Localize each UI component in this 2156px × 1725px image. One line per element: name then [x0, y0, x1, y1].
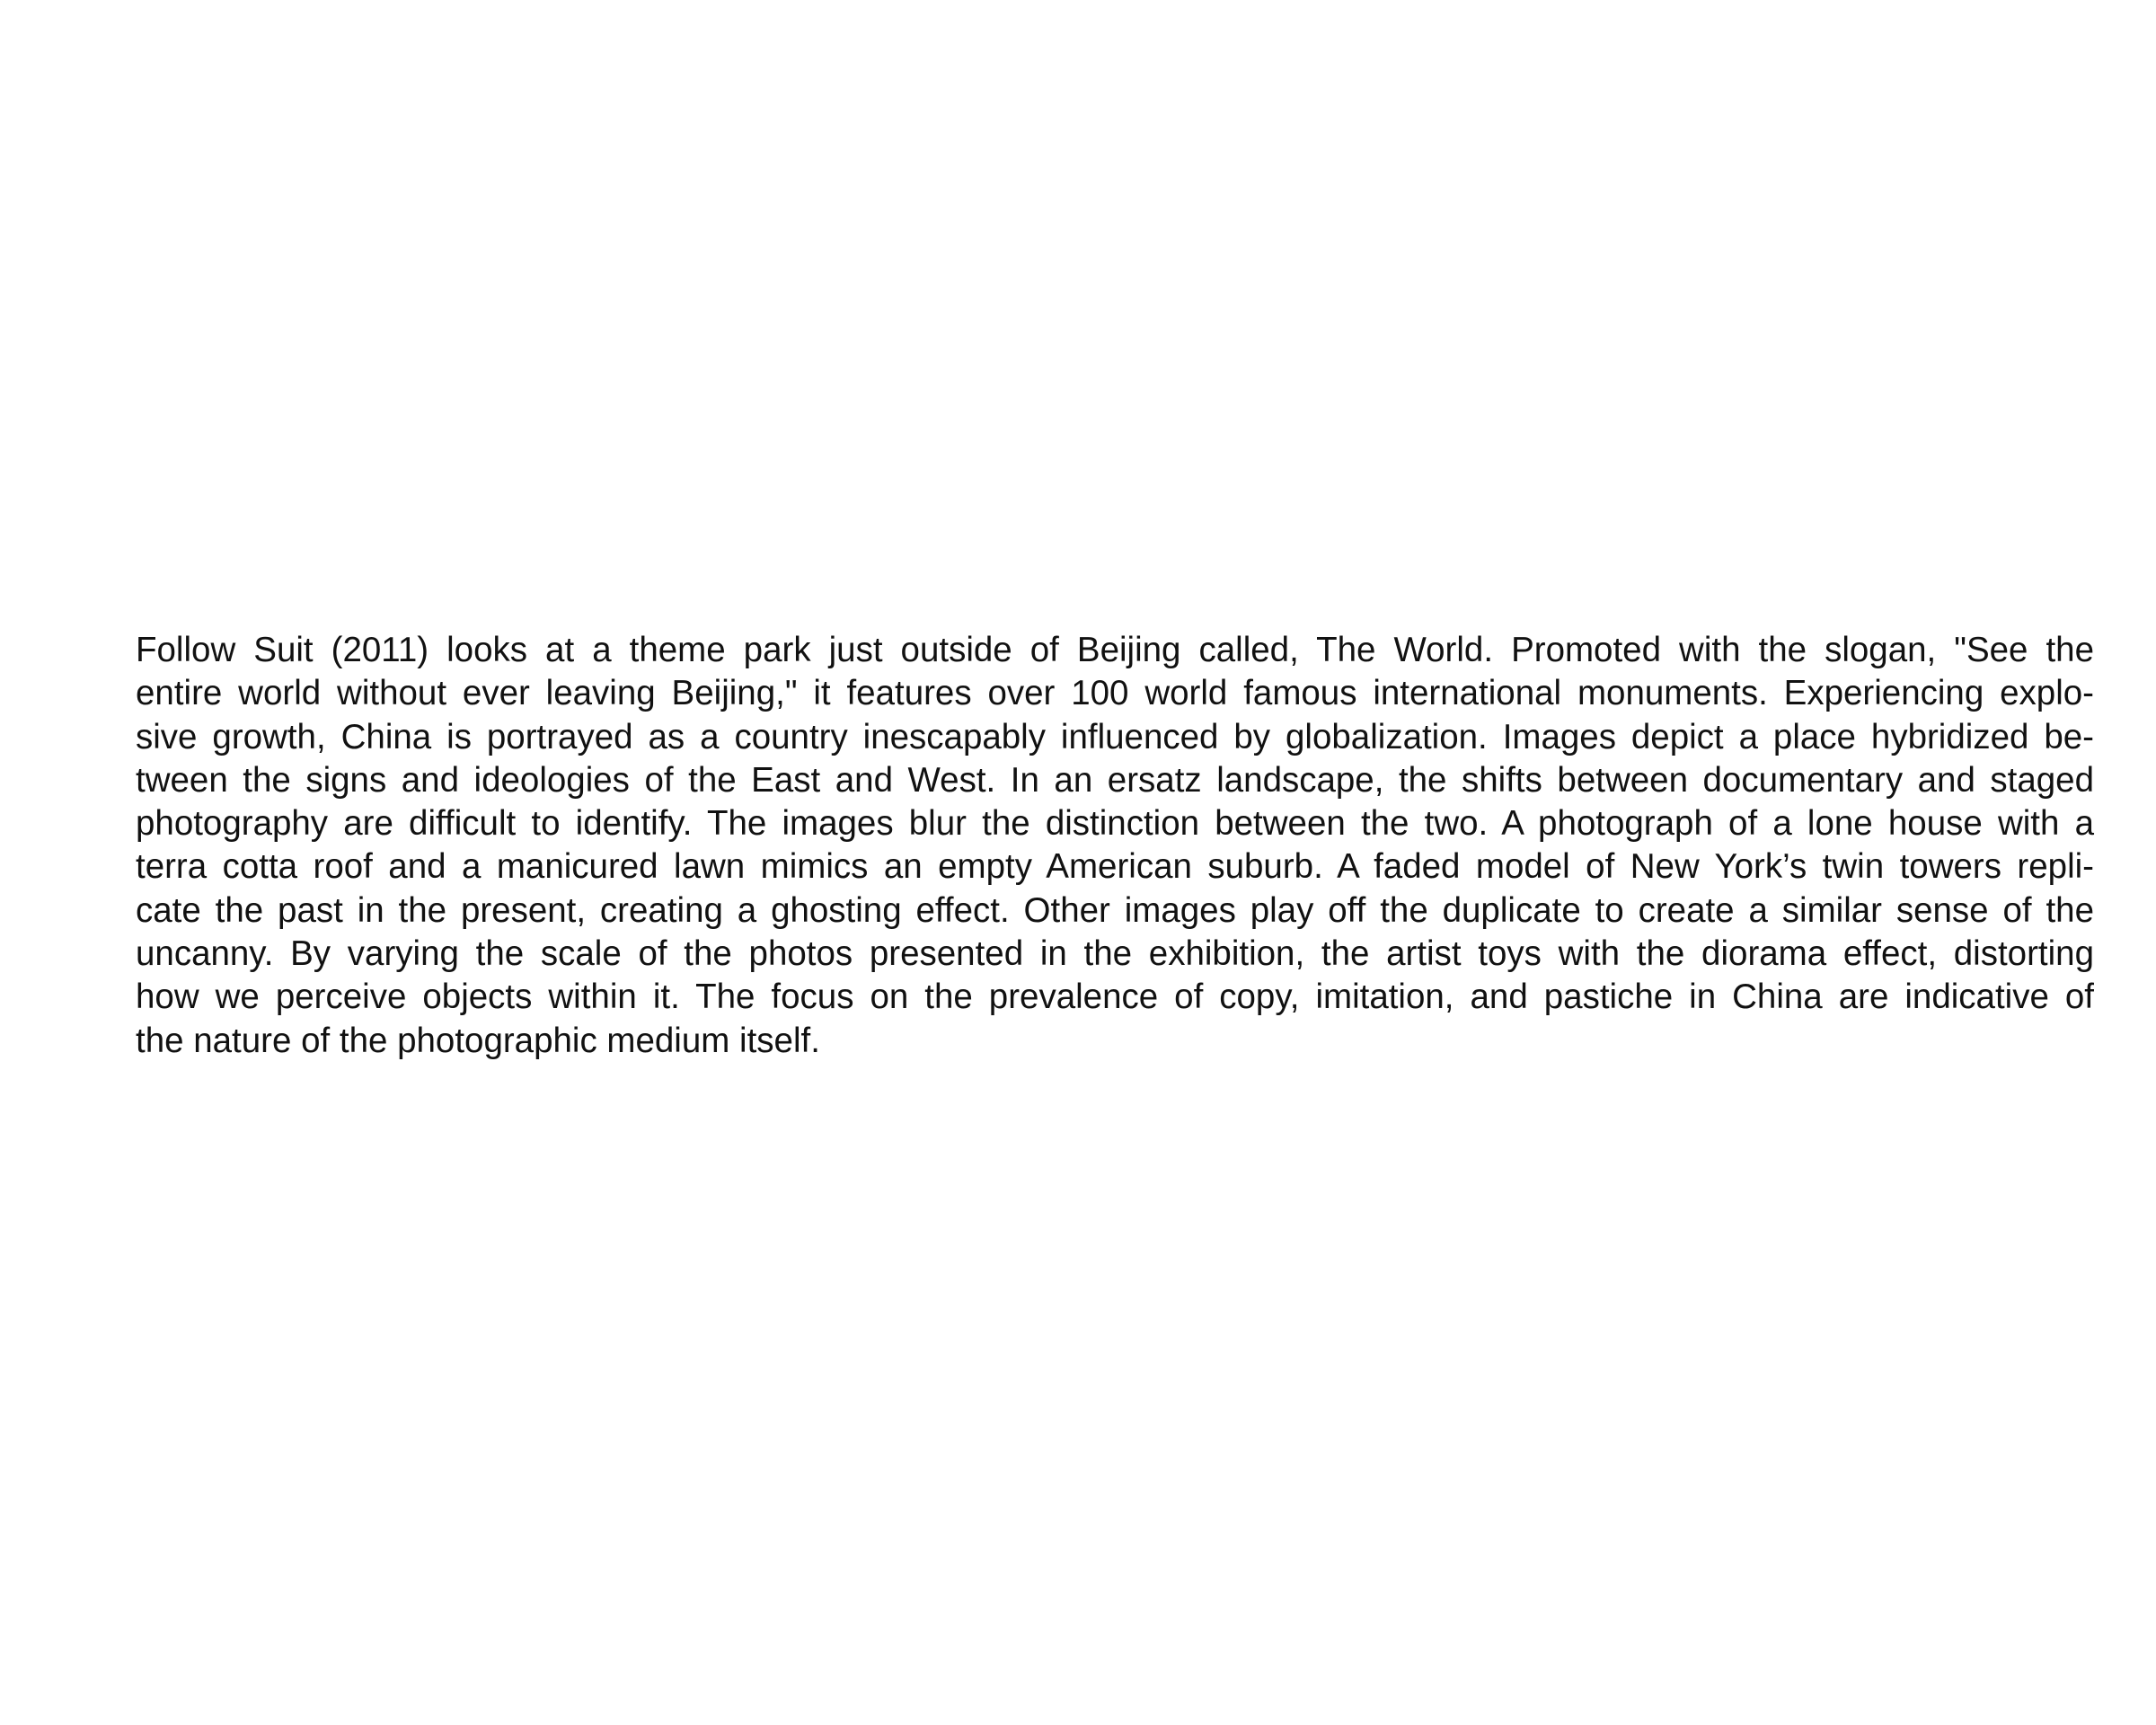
- paragraph-line-1: Follow Suit (2011) looks at a theme park just outside of Beijing called, The World. Promoted with the slogan, "See the: [136, 631, 2094, 669]
- paragraph-line-2: entire world without ever leaving Beijing," it features over 100 world famous international monuments. Experiencing explo-: [136, 674, 2094, 713]
- paragraph-line-7: cate the past in the present, creating a ghosting effect. Other images play off the duplicate to create a similar sense of the: [136, 890, 2094, 930]
- paragraph-line-9: how we perceive objects within it. The focus on the prevalence of copy, imitation, and pastiche in China are indicative of: [136, 978, 2094, 1017]
- paragraph-line-10: the nature of the photographic medium itself.: [136, 1021, 820, 1060]
- paragraph-line-6: terra cotta roof and a manicured lawn mimics an empty American suburb. A faded model of New York’s twin towers repli-: [136, 847, 2094, 887]
- paragraph-line-5: photography are difficult to identify. The images blur the distinction between the two. A photograph of a lone house with a: [136, 804, 2094, 844]
- paragraph-line-4: tween the signs and ideologies of the East and West. In an ersatz landscape, the shifts between documentary and staged: [136, 760, 2094, 800]
- body-paragraph: [136, 629, 2094, 1063]
- paragraph-line-8: uncanny. By varying the scale of the photos presented in the exhibition, the artist toys with the diorama effect, distorting: [136, 934, 2094, 974]
- paragraph-line-3: sive growth, China is portrayed as a country inescapably influenced by globalization. Images depict a place hybridized be-: [136, 717, 2094, 756]
